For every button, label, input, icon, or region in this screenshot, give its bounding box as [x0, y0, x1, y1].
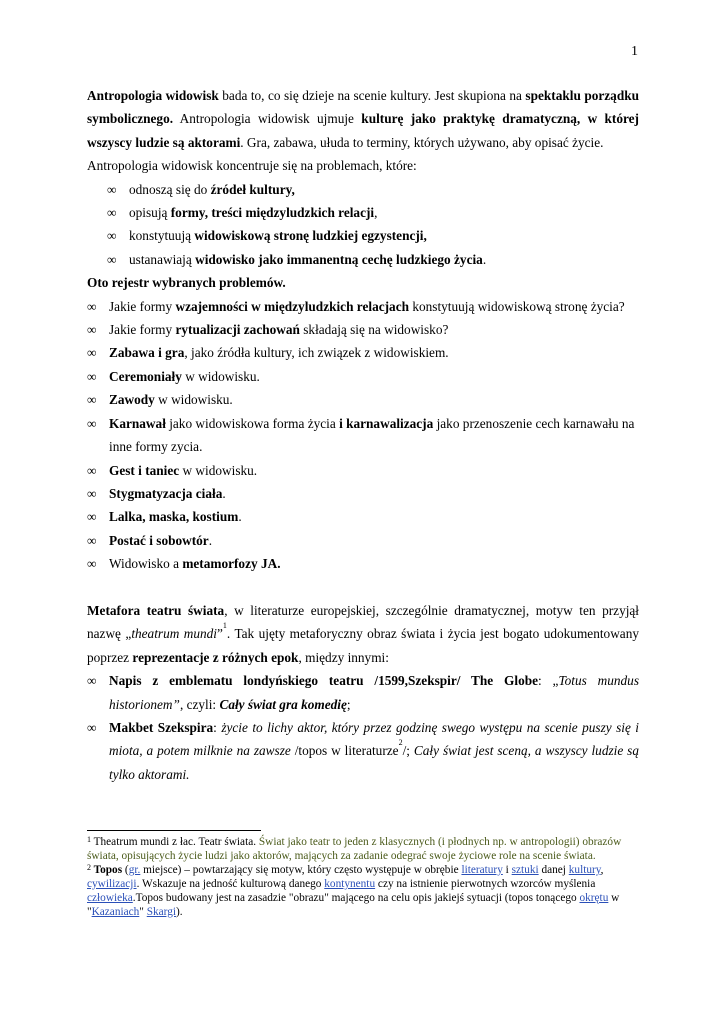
link-kontynentu[interactable]: kontynentu — [324, 877, 376, 890]
bullet-icon: ∞ — [87, 462, 97, 478]
link-gr[interactable]: gr. — [128, 863, 141, 876]
bullet-icon: ∞ — [87, 415, 97, 431]
focus-item-bold: widowisko jako immanentną cechę ludzkiego życia — [195, 251, 483, 267]
example-text-2: /topos w literaturze — [290, 743, 399, 759]
link-cywilizacji[interactable]: cywilizacji — [87, 877, 137, 890]
intro-text-2: Antropologia widowisk ujmuje — [173, 111, 362, 127]
example-italic: Totus mundus historionem” — [109, 673, 639, 712]
bullet-icon: ∞ — [87, 556, 97, 572]
footnote-ref-2[interactable]: 2 — [398, 738, 403, 748]
focus-item-text: konstytuują — [129, 228, 195, 244]
problem-tail: , jako źródła kultury, ich związek z widowiskiem. — [184, 345, 449, 361]
problems-heading-text: Oto rejestr wybranych problemów. — [87, 275, 286, 291]
intro-text-3: . Gra, zabawa, ułuda to terminy, których używano, aby opisać życie. — [240, 134, 604, 150]
page-number: 1 — [631, 44, 638, 59]
link-skargi[interactable]: Skargi — [146, 905, 177, 918]
problem-tail-2: jako przenoszenie cech karnawału na inne formy zycia. — [109, 415, 635, 455]
intro-text-1: bada to, co się dzieje na scenie kultury. Jest skupiona na — [218, 88, 526, 103]
footnote-text: Theatrum mundi z łac. Teatr świata. — [91, 836, 259, 848]
bullet-icon: ∞ — [87, 392, 97, 408]
bullet-icon: ∞ — [87, 673, 97, 689]
example-italic: życie to lichy aktor, który przez godzinę swego występu na scenie puszy się i miota, a potem milknie na zawsze — [109, 719, 639, 759]
paragraph-spacer — [87, 576, 639, 599]
focus-lead: Antropologia widowisk koncentruje się na problemach, które: — [87, 158, 417, 174]
metaphor-bold-1: Metafora teatru świata — [87, 602, 225, 618]
problem-tail: w widowisku. — [181, 368, 260, 384]
metaphor-bold-2: reprezentacje z różnych epok — [132, 649, 299, 665]
bullet-icon: ∞ — [87, 322, 97, 338]
example-text: : — [213, 719, 222, 735]
footnote-term: Topos — [91, 863, 123, 876]
problem-text: Jakie formy — [109, 298, 176, 314]
problem-bold: Stygmatyzacja ciała — [109, 485, 223, 501]
bullet-icon: ∞ — [87, 368, 97, 384]
metaphor-italic: theatrum mundi — [131, 626, 218, 642]
example-item — [87, 716, 639, 786]
problem-tail: jako widowiskowa forma życia — [165, 415, 340, 431]
problem-tail: składają się na widowisko? — [299, 322, 449, 338]
problem-item — [87, 365, 639, 388]
footnote-text: ). — [176, 905, 183, 918]
metaphor-text-3: , między innymi: — [298, 649, 389, 665]
footnote-quote: Świat jako teatr to jeden z klasycznych (i płodnych np. w antropologii) obrazów świata, opisujących życie ludzi jako aktorów, mających za zadanie odegrać swoje życiowe role na scenie świata. — [87, 836, 622, 862]
problem-bold: metamorfozy JA. — [182, 556, 281, 572]
problem-tail: w widowisku. — [179, 462, 258, 478]
problem-bold: Gest i taniec — [109, 462, 180, 478]
footnote-ref-1[interactable]: 1 — [222, 621, 227, 631]
problem-text: Widowisko a — [109, 556, 183, 572]
metaphor-paragraph — [87, 599, 639, 669]
problem-bold: Zabawa i gra — [109, 345, 185, 361]
focus-item — [87, 178, 639, 201]
problem-bold-2: i karnawalizacja — [339, 415, 434, 431]
problem-item — [87, 295, 639, 318]
problem-bold: wzajemności w międzyludzkich relacjach — [175, 298, 409, 314]
problem-tail: . — [222, 485, 226, 501]
bullet-icon: ∞ — [87, 345, 97, 361]
bullet-icon: ∞ — [87, 509, 97, 525]
problem-item — [87, 341, 639, 364]
footnote-separator — [87, 830, 261, 831]
problem-bold: rytualizacji zachowań — [175, 322, 300, 338]
footnote-mark: 2 — [87, 862, 91, 872]
problem-bold: Zawody — [109, 392, 155, 408]
bullet-icon: ∞ — [107, 205, 117, 221]
bullet-icon: ∞ — [107, 181, 117, 197]
focus-item-text: opisują — [129, 205, 171, 221]
footnote-text: czy na istnienie pierwotnych wzorców myślenia — [375, 877, 596, 890]
focus-item-bold: widowiskową stronę ludzkiej egzystencji, — [194, 228, 427, 244]
footnote-2 — [87, 864, 639, 920]
footnote-text: miejsce) – powtarzający się motyw, który często występuje w obrębie — [140, 863, 462, 876]
focus-item — [87, 248, 639, 271]
problem-bold: Ceremoniały — [109, 368, 182, 384]
footnotes — [87, 830, 639, 919]
problem-item — [87, 412, 639, 459]
problem-item — [87, 318, 639, 341]
metaphor-quote: ” — [217, 626, 223, 642]
problem-bold: Karnawał — [109, 415, 166, 431]
problem-item — [87, 482, 639, 505]
link-kultury[interactable]: kultury — [568, 863, 601, 876]
focus-item-tail: , — [374, 205, 378, 221]
document-body — [87, 84, 639, 786]
focus-item — [87, 224, 639, 247]
footnote-1 — [87, 836, 639, 864]
example-text-2: , czyli: — [179, 696, 220, 712]
intro-bold-1: Antropologia widowisk — [87, 88, 219, 103]
bullet-icon: ∞ — [87, 485, 97, 501]
problem-tail: w widowisku. — [154, 392, 233, 408]
problem-bold: Lalka, maska, kostium — [109, 509, 239, 525]
problem-item — [87, 529, 639, 552]
bullet-icon: ∞ — [87, 532, 97, 548]
footnote-text: , — [600, 863, 604, 876]
link-okretu[interactable]: okrętu — [579, 891, 609, 904]
example-italic-2: Cały świat jest sceną, a wszyscy ludzie są tylko aktorami. — [109, 743, 639, 782]
problem-tail: . — [238, 509, 242, 525]
bullet-icon: ∞ — [107, 228, 117, 244]
footnote-text: . Wskazuje na jedność kulturową danego — [136, 877, 325, 890]
intro-bold-2: spektaklu porządku symbolicznego. — [87, 88, 639, 127]
example-text-3: ; — [346, 696, 351, 712]
focus-item — [87, 201, 639, 224]
footnote-text: " — [139, 905, 147, 918]
example-bold: Napis z emblematu londyńskiego teatru /1599,Szekspir/ The Globe — [109, 673, 539, 689]
problem-tail: . — [208, 532, 213, 548]
example-bold-italic: Cały świat gra komedię — [219, 696, 347, 712]
problem-text: Jakie formy — [109, 322, 176, 338]
link-literatury[interactable]: literatury — [461, 863, 503, 876]
footnote-text: danej — [538, 863, 569, 876]
focus-item-bold: źródeł kultury, — [210, 181, 295, 197]
focus-item-text: ustanawiają — [129, 251, 196, 267]
example-text-3: /; — [402, 743, 414, 759]
focus-item-text: odnoszą się do — [129, 181, 211, 197]
example-item — [87, 669, 639, 716]
link-kazaniach[interactable]: Kazaniach — [91, 905, 140, 918]
problem-bold: Postać i sobowtór — [109, 532, 209, 548]
metaphor-text-1: , w literaturze europejskiej, szczególnie dramatycznej, motyw ten przyjął nazwę „ — [87, 602, 640, 642]
footnote-text: .Topos budowany jest na zasadzie "obrazu" mającego na celu opis jakiejś sytuacji (topos tonącego — [132, 891, 580, 904]
focus-item-bold: formy, treści międzyludzkich relacji — [170, 205, 375, 221]
intro-bold-3: kulturę jako praktykę dramatyczną, w której wszyscy ludzie są aktorami — [87, 111, 639, 150]
footnote-text: w " — [87, 891, 620, 918]
metaphor-text-2: . Tak ujęty metaforyczny obraz świata i życia jest bogato udokumentowany poprzez — [87, 626, 639, 665]
link-sztuki[interactable]: sztuki — [511, 863, 539, 876]
focus-item-tail: . — [482, 251, 487, 267]
link-czlowieka[interactable]: człowieka — [87, 891, 133, 904]
problem-item — [87, 459, 639, 482]
bullet-icon: ∞ — [87, 719, 97, 735]
problem-item — [87, 552, 639, 575]
footnote-text: i — [502, 863, 512, 876]
example-bold: Makbet Szekspira — [109, 719, 214, 735]
problem-tail: konstytuują widowiskową stronę życia? — [409, 298, 625, 314]
footnote-text: ( — [122, 863, 129, 876]
footnote-mark: 1 — [87, 835, 91, 844]
bullet-icon: ∞ — [107, 251, 117, 267]
problem-item — [87, 505, 639, 528]
bullet-icon: ∞ — [87, 298, 97, 314]
intro-paragraph — [87, 84, 639, 154]
problem-item — [87, 388, 639, 411]
example-text: : „ — [538, 673, 559, 689]
problems-heading — [87, 271, 639, 294]
